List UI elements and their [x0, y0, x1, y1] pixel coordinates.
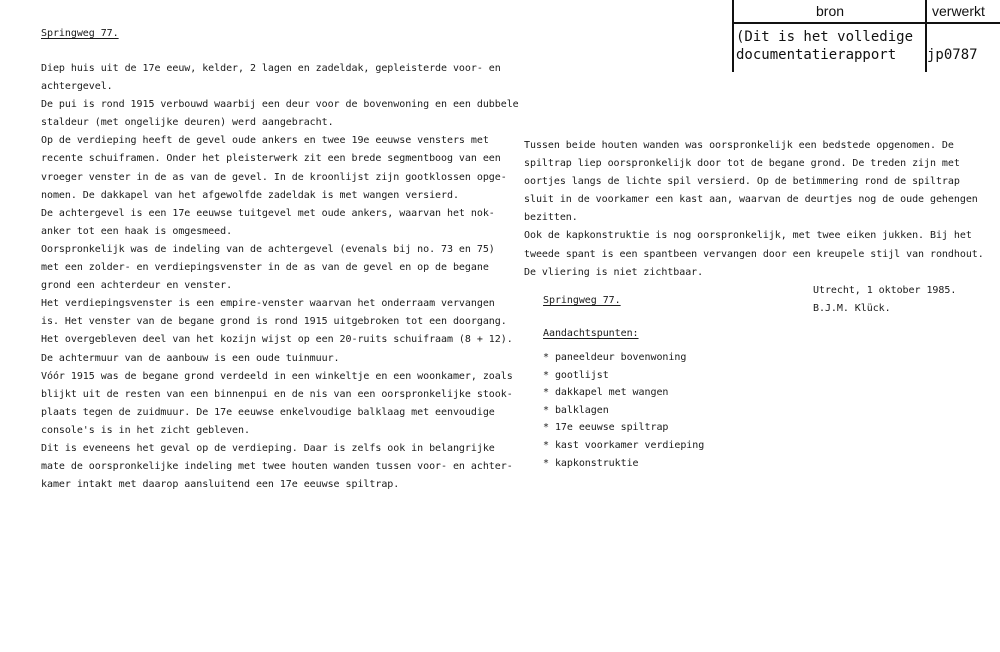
text-line: staldeur (met ongelijke deuren) werd aangebracht.: [41, 117, 334, 129]
table-header-divider: [732, 22, 1000, 24]
list-item: * balklagen: [543, 404, 609, 416]
list-item: * gootlijst: [543, 369, 609, 381]
text-line: De pui is rond 1915 verbouwd waarbij een deur voor de bovenwoning en een dubbele: [41, 99, 519, 111]
bron-header: bron: [816, 3, 845, 19]
text-line: kamer intakt met daarop aansluitend een 17e eeuwse spiltrap.: [41, 479, 400, 491]
verwerkt-value: jp0787: [927, 47, 978, 63]
text-line: plaats tegen de zuidmuur. De 17e eeuwse enkelvoudige balklaag met eenvoudige: [41, 406, 495, 418]
text-line: oortjes langs de lichte spil versierd. Op de betimmering rond de spiltrap: [524, 176, 960, 188]
list-item: * kapkonstruktie: [543, 457, 639, 469]
list-item: * paneeldeur bovenwoning: [543, 352, 687, 363]
text-line: bezitten.: [524, 212, 578, 224]
text-line: Vóór 1915 was de begane grond verdeeld in een winkeltje en een woonkamer, zoals: [41, 370, 513, 382]
verwerkt-header: verwerkt: [932, 3, 985, 19]
text-line: vroeger venster in de as van de gevel. In de kroonlijst zijn gootklossen opge-: [41, 171, 507, 183]
text-line: Diep huis uit de 17e eeuw, kelder, 2 lagen en zadeldak, gepleisterde voor- en: [41, 63, 501, 74]
text-line: mate de oorspronkelijke indeling met twee houten wanden tussen voor- en achter-: [41, 461, 513, 473]
text-line: console's is in het zicht gebleven.: [41, 424, 250, 436]
signature-author: B.J.M. Klück.: [813, 303, 891, 314]
table-border-left: [732, 0, 734, 72]
text-line: sluit in de voorkamer een kast aan, waarvan de deurtjes nog de oude gehengen: [524, 194, 978, 206]
text-line: Het overgebleven deel van het kozijn wijst op een 20-ruits schuifraam (8 + 12).: [41, 334, 513, 346]
page-title: Springweg 77.: [41, 28, 119, 39]
text-line: grond een achterdeur en venster.: [41, 280, 233, 292]
source-header-table: [732, 0, 1000, 72]
list-item: * 17e eeuwse spiltrap: [543, 422, 669, 434]
signature-place-date: Utrecht, 1 oktober 1985.: [813, 285, 957, 296]
aandachtspunten-heading: Aandachtspunten:: [543, 328, 639, 339]
text-line: tweede spant is een spantbeen vervangen door een kreupele stijl van rondhout.: [524, 248, 984, 260]
section-title-right: Springweg 77.: [543, 295, 621, 306]
left-column-text: [41, 60, 519, 494]
text-line: Het verdiepingsvenster is een empire-venster waarvan het onderraam vervangen: [41, 298, 495, 310]
text-line: De achtermuur van de aanbouw is een oude tuinmuur.: [41, 352, 340, 364]
list-item: * dakkapel met wangen: [543, 387, 669, 399]
text-line: Op de verdieping heeft de gevel oude ankers en twee 19e eeuwse vensters met: [41, 135, 489, 147]
text-line: met een zolder- en verdiepingsvenster in de as van de gevel en op de begane: [41, 262, 489, 274]
text-line: recente schuiframen. Onder het pleisterwerk zit een brede segmentboog van een: [41, 153, 501, 165]
text-line: De vliering is niet zichtbaar.: [524, 266, 704, 278]
text-line: is. Het venster van de begane grond is rond 1915 uitgebroken tot een doorgang.: [41, 316, 507, 328]
text-line: anker tot een haak is omgesmeed.: [41, 225, 233, 237]
aandachtspunten-list: [543, 349, 704, 472]
list-item: * kast voorkamer verdieping: [543, 439, 705, 451]
bron-line-2: documentatierapport: [736, 47, 897, 63]
text-line: spiltrap liep oorspronkelijk door tot de begane grond. De treden zijn met: [524, 158, 960, 170]
right-column-text: [524, 137, 984, 282]
text-line: nomen. De dakkapel van het afgewolfde zadeldak is met wangen versierd.: [41, 189, 459, 201]
text-line: Oorspronkelijk was de indeling van de achtergevel (evenals bij no. 73 en 75): [41, 243, 495, 255]
text-line: achtergevel.: [41, 81, 113, 93]
text-line: Ook de kapkonstruktie is nog oorspronkelijk, met twee eiken jukken. Bij het: [524, 230, 972, 242]
text-line: De achtergevel is een 17e eeuwse tuitgevel met oude ankers, waarvan het nok-: [41, 207, 495, 219]
text-line: blijkt uit de resten van een binnenpui en de nis van een oorspronkelijke stook-: [41, 388, 513, 400]
text-line: Tussen beide houten wanden was oorspronkelijk een bedstede opgenomen. De: [524, 140, 954, 151]
bron-line-1: (Dit is het volledige: [736, 29, 914, 45]
text-line: Dit is eveneens het geval op de verdieping. Daar is zelfs ook in belangrijke: [41, 442, 495, 454]
